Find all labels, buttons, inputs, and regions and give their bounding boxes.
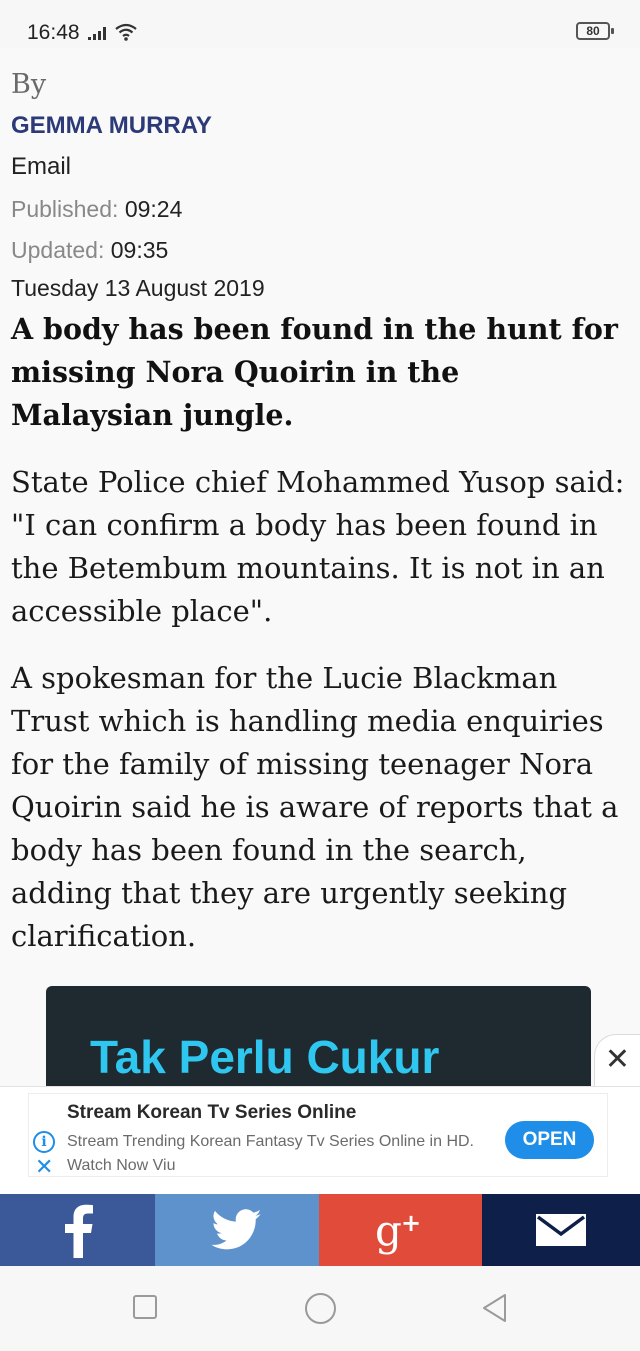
ad-banner[interactable]	[0, 1086, 640, 1194]
twitter-icon	[211, 1209, 263, 1251]
byline-label: By	[11, 69, 47, 100]
published-line	[11, 196, 182, 223]
system-nav-bar	[0, 1266, 640, 1351]
ad-dismiss-icon[interactable]: ✕	[35, 1154, 54, 1179]
author-link[interactable]: GEMMA MURRAY	[11, 112, 212, 139]
google-plus-icon	[373, 1205, 429, 1255]
battery-tip	[611, 28, 614, 34]
ad-description: Stream Trending Korean Fantasy Tv Series Online in HD. Watch Now Viu	[67, 1133, 474, 1174]
wifi-icon	[114, 22, 138, 42]
article-date: Tuesday 13 August 2019	[11, 275, 265, 301]
info-icon[interactable]: i	[33, 1131, 55, 1153]
back-triangle-icon[interactable]	[480, 1292, 508, 1324]
published-label: Published:	[11, 196, 119, 222]
share-twitter-button[interactable]	[155, 1194, 319, 1266]
updated-label: Updated:	[11, 237, 105, 263]
published-time: 09:24	[124, 196, 183, 222]
share-email-button[interactable]	[482, 1194, 640, 1266]
ad-content[interactable]	[28, 1093, 608, 1177]
article-paragraph: State Police chief Mohammed Yusop said: "I can confirm a body has been found in the Betembum mountains. It is not in an accessible place".	[11, 465, 625, 628]
recents-square-icon[interactable]	[133, 1295, 157, 1319]
article-paragraph: A spokesman for the Lucie Blackman Trust which is handling media enquiries for the family of missing teenager Nora Quoirin said he is aware of reports that a body has been found in the search, adding that they are urgently seeking clarification.	[11, 661, 619, 953]
article-headline: A body has been found in the hunt for missing Nora Quoirin in the Malaysian jungle.	[11, 312, 618, 432]
email-link[interactable]: Email	[11, 153, 72, 180]
promo-text: Tak Perlu Cukur	[90, 1031, 440, 1083]
status-time: 16:48	[27, 21, 80, 44]
svg-text:g: g	[374, 1206, 402, 1255]
share-bar	[0, 1194, 640, 1266]
facebook-icon	[61, 1202, 95, 1258]
status-bar	[0, 0, 640, 48]
updated-line	[11, 237, 168, 264]
ad-open-button[interactable]: OPEN	[505, 1121, 594, 1159]
signal-icon	[88, 26, 110, 40]
battery-icon: 80	[576, 22, 610, 40]
article	[0, 48, 640, 1088]
share-google-plus-button[interactable]	[319, 1194, 482, 1266]
ad-title[interactable]: Stream Korean Tv Series Online	[67, 1102, 357, 1123]
share-facebook-button[interactable]	[0, 1194, 155, 1266]
home-circle-icon[interactable]	[305, 1293, 336, 1324]
svg-text:+: +	[400, 1209, 421, 1237]
ad-close-button[interactable]: ✕	[594, 1034, 640, 1086]
updated-time: 09:35	[110, 237, 169, 263]
promo-video-card[interactable]	[46, 986, 591, 1088]
mail-icon	[535, 1213, 587, 1247]
